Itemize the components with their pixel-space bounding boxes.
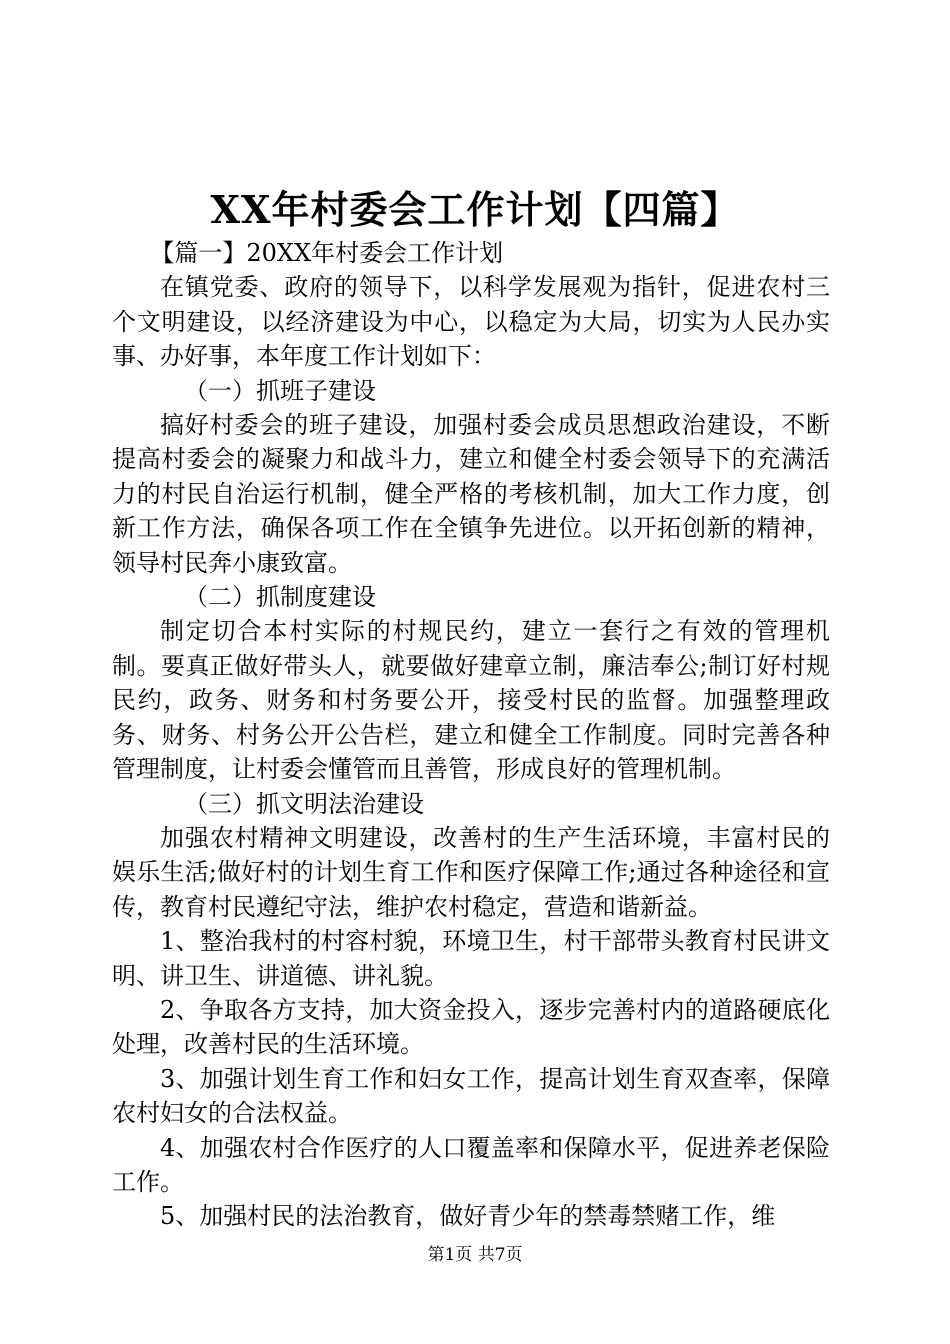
page-footer: 第1页 共7页 — [427, 1245, 523, 1265]
body-paragraph: 制定切合本村实际的村规民约，建立一套行之有效的管理机制。要真正做好带头人，就要做好建章立制，廉洁奉公;制订好村规民约，政务、财务和村务要公开，接受村民的监督。加强整理政务、财务、村务公开公告栏，建立和健全工作制度。同时完善各种管理制度，让村委会懂管而且善管，形成良好的管理机制。 — [112, 617, 830, 784]
list-item: 1、整治我村的村容村貌，环境卫生，村干部带头教育村民讲文明、讲卫生、讲道德、讲礼貌。 — [112, 927, 830, 990]
list-item: 2、争取各方支持，加大资金投入，逐步完善村内的道路硬底化处理，改善村民的生活环境。 — [112, 995, 830, 1059]
section-heading: 【篇一】20XX年村委会工作计划 — [150, 239, 504, 267]
sub-heading: （一）抓班子建设 — [184, 376, 376, 405]
document-title: XX年村委会工作计划【四篇】 — [210, 187, 740, 232]
body-paragraph: 搞好村委会的班子建设，加强村委会成员思想政治建设，不断提高村委会的凝聚力和战斗力，建立和健全村委会领导下的充满活力的村民自治运行机制，健全严格的考核机制，加大工作力度，创新工作方法，确保各项工作在全镇争先进位。以开拓创新的精神，领导村民奔小康致富。 — [112, 411, 830, 577]
list-item: 4、加强农村合作医疗的人口覆盖率和保障水平，促进养老保险工作。 — [112, 1133, 830, 1196]
document-body — [112, 236, 830, 1234]
sub-heading: （二）抓制度建设 — [184, 583, 376, 612]
body-paragraph: 在镇党委、政府的领导下，以科学发展观为指针，促进农村三个文明建设，以经济建设为中心，以稳定为大局，切实为人民办实事、办好事，本年度工作计划如下： — [112, 273, 830, 371]
sub-heading: （三）抓文明法治建设 — [184, 789, 424, 818]
body-paragraph: 加强农村精神文明建设，改善村的生产生活环境，丰富村民的娱乐生活;做好村的计划生育工作和医疗保障工作;通过各种途径和宣传，教育村民遵纪守法，维护农村稳定，营造和谐新益。 — [112, 823, 830, 921]
list-item: 5、加强村民的法治教育，做好青少年的禁毒禁赌工作，维 — [160, 1202, 776, 1231]
list-item: 3、加强计划生育工作和妇女工作，提高计划生育双查率，保障农村妇女的合法权益。 — [112, 1064, 830, 1128]
